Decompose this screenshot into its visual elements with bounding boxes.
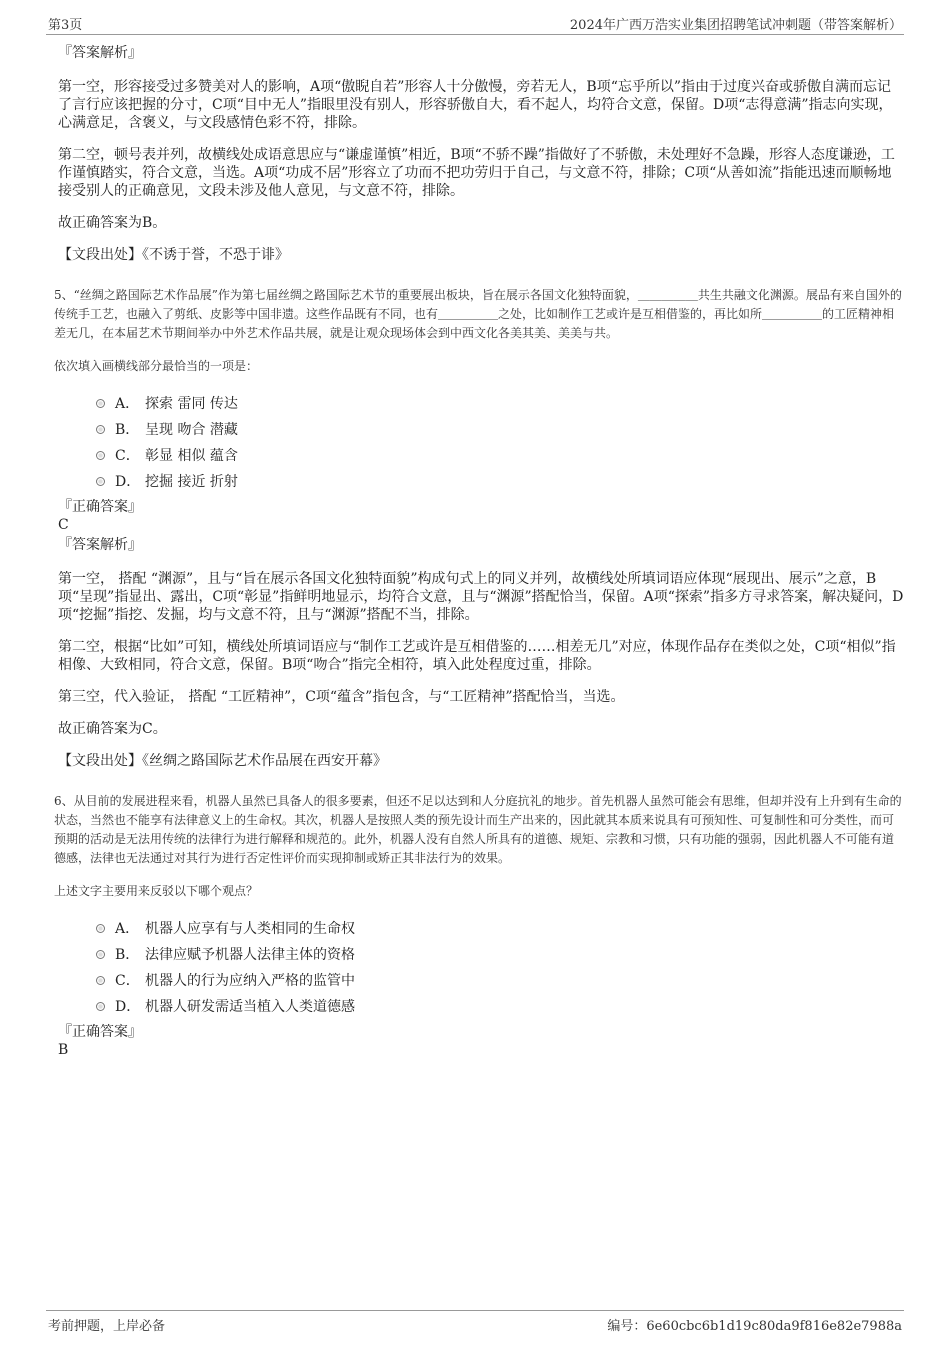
option-text: 彰显 相似 蕴含 (145, 448, 238, 464)
text-source: 【文段出处】《不诱于誉，不恐于诽》 (58, 247, 289, 263)
option-letter: A． (115, 396, 140, 412)
correct-answer: B (58, 1042, 69, 1058)
option-letter: C． (115, 973, 140, 989)
analysis-conclusion: 故正确答案为C。 (58, 721, 167, 737)
option-text: 机器人研发需适当植入人类道德感 (145, 999, 355, 1015)
correct-answer-label: 『正确答案』 (58, 1024, 142, 1040)
question-text: 6、从目前的发展进程来看，机器人虽然已具备人的很多要素，但还不足以达到和人分庭抗礼的地步。首先机器人虽然可能会有思维，但却并没有上升到有生命的状态，当然也不能享有法律意义上的生命权。其次，机器人是按照人类的预先设计而生产出来的，因此就其本质来说具有可预知性、可复制性和可分类性，而可预期的活动是无法用传统的法律行为进行解释和规范的。此外，机器人没有自然人所具有的道德、规矩、宗教和习惯，只有功能的强弱，因此机器人不可能有道德感，法律也无法通过对其行为进行否定性评价而实现抑制或矫正其非法行为的效果。 (54, 794, 902, 865)
radio-icon[interactable] (96, 1002, 105, 1011)
document-title: 2024年广西万浩实业集团招聘笔试冲刺题（带答案解析） (569, 18, 902, 33)
option-c[interactable] (96, 967, 904, 993)
question-6 (56, 792, 904, 1059)
radio-icon[interactable] (96, 924, 105, 933)
option-c[interactable] (96, 442, 904, 468)
radio-icon[interactable] (96, 399, 105, 408)
radio-icon[interactable] (96, 976, 105, 985)
analysis-paragraph: 第一空， 搭配 “渊源”，且与“旨在展示各国文化独特面貌”构成句式上的同义并列，故横线处所填词语应体现“展现出、展示”之意，B项“呈现”指显出、露出，C项“彰显”指鲜明地显示，均符合文意，且与“渊源”搭配恰当，保留。A项“探索”指多方寻求答案，解决疑问，D项“挖掘”指挖、发掘，均与文意不符，且与“渊源”搭配不当，排除。 (58, 571, 904, 623)
radio-icon[interactable] (96, 477, 105, 486)
option-text: 挖掘 接近 折射 (145, 474, 238, 490)
option-letter: D． (115, 474, 141, 490)
page-content (56, 44, 904, 1061)
option-text: 法律应赋予机器人法律主体的资格 (145, 947, 355, 963)
question-5 (56, 286, 904, 770)
option-a[interactable] (96, 390, 904, 416)
option-text: 探索 雷同 传达 (145, 396, 238, 412)
correct-answer: C (58, 517, 69, 533)
option-list (96, 915, 904, 1019)
option-list (96, 390, 904, 494)
radio-icon[interactable] (96, 451, 105, 460)
option-text: 机器人应享有与人类相同的生命权 (145, 921, 355, 937)
option-letter: D． (115, 999, 141, 1015)
question-text: 5、“丝绸之路国际艺术作品展”作为第七届丝绸之路国际艺术节的重要展出板块，旨在展示各国文化独特面貌，＿＿＿＿＿共生共融文化渊源。展品有来自国外的传统手工艺，也融入了剪纸、皮影等中国非遗。这些作品既有不同，也有＿＿＿＿＿之处，比如制作工艺或许是互相借鉴的，再比如所＿＿＿＿＿的工匠精神相差无几，在本届艺术节期间举办中外艺术作品共展，就是让观众现场体会到中西文化各美其美、美美与共。 (54, 288, 902, 340)
analysis-label: 『答案解析』 (58, 537, 142, 553)
option-b[interactable] (96, 941, 904, 967)
page-footer (46, 1310, 904, 1333)
option-letter: C． (115, 448, 140, 464)
footer-slogan: 考前押题，上岸必备 (48, 1319, 166, 1334)
q4-analysis (56, 44, 904, 264)
page-header (46, 12, 904, 35)
option-letter: B． (115, 422, 140, 438)
option-text: 机器人的行为应纳入严格的监管中 (145, 973, 355, 989)
analysis-paragraph: 第二空，顿号表并列，故横线处成语意思应与“谦虚谨慎”相近，B项“不骄不躁”指做好了不骄傲，未处理好不急躁，形容人态度谦逊，工作谨慎踏实，符合文意，当选。A项“功成不居”形容立了功而不把功劳归于自己，与文意不符，排除；C项“从善如流”指能迅速而顺畅地接受别人的正确意见，文段未涉及他人意见，与文意不符，排除。 (58, 147, 895, 199)
correct-answer-label: 『正确答案』 (58, 499, 142, 515)
analysis-paragraph: 第三空，代入验证， 搭配 “工匠精神”，C项“蕴含”指包含，与“工匠精神”搭配恰当，当选。 (58, 689, 625, 705)
page-number: 第3页 (48, 18, 83, 33)
option-d[interactable] (96, 468, 904, 494)
text-source: 【文段出处】《丝绸之路国际艺术作品展在西安开幕》 (58, 753, 387, 769)
option-d[interactable] (96, 993, 904, 1019)
option-a[interactable] (96, 915, 904, 941)
option-letter: A． (115, 921, 140, 937)
analysis-label: 『答案解析』 (58, 45, 142, 61)
document-code: 编号：6e60cbc6b1d19c80da9f816e82e7988a (607, 1319, 902, 1334)
analysis-conclusion: 故正确答案为B。 (58, 215, 167, 231)
option-letter: B． (115, 947, 140, 963)
question-prompt: 上述文字主要用来反驳以下哪个观点？ (54, 884, 259, 898)
analysis-paragraph: 第二空，根据“比如”可知，横线处所填词语应与“制作工艺或许是互相借鉴的……相差无几”对应，体现作品存在类似之处，C项“相似”指相像、大致相同，符合文意，保留。B项“吻合”指完全相符，填入此处程度过重，排除。 (58, 639, 896, 673)
option-text: 呈现 吻合 潜藏 (145, 422, 238, 438)
question-prompt: 依次填入画横线部分最恰当的一项是： (54, 359, 259, 373)
option-b[interactable] (96, 416, 904, 442)
radio-icon[interactable] (96, 950, 105, 959)
analysis-paragraph: 第一空，形容接受过多赞美对人的影响，A项“傲睨自若”形容人十分傲慢，旁若无人，B项“忘乎所以”指由于过度兴奋或骄傲自满而忘记了言行应该把握的分寸，C项“目中无人”指眼里没有别人，形容骄傲自大，看不起人，均符合文意，保留。D项“志得意满”指志向实现，心满意足，含褒义，与文段感情色彩不符，排除。 (58, 79, 893, 131)
radio-icon[interactable] (96, 425, 105, 434)
